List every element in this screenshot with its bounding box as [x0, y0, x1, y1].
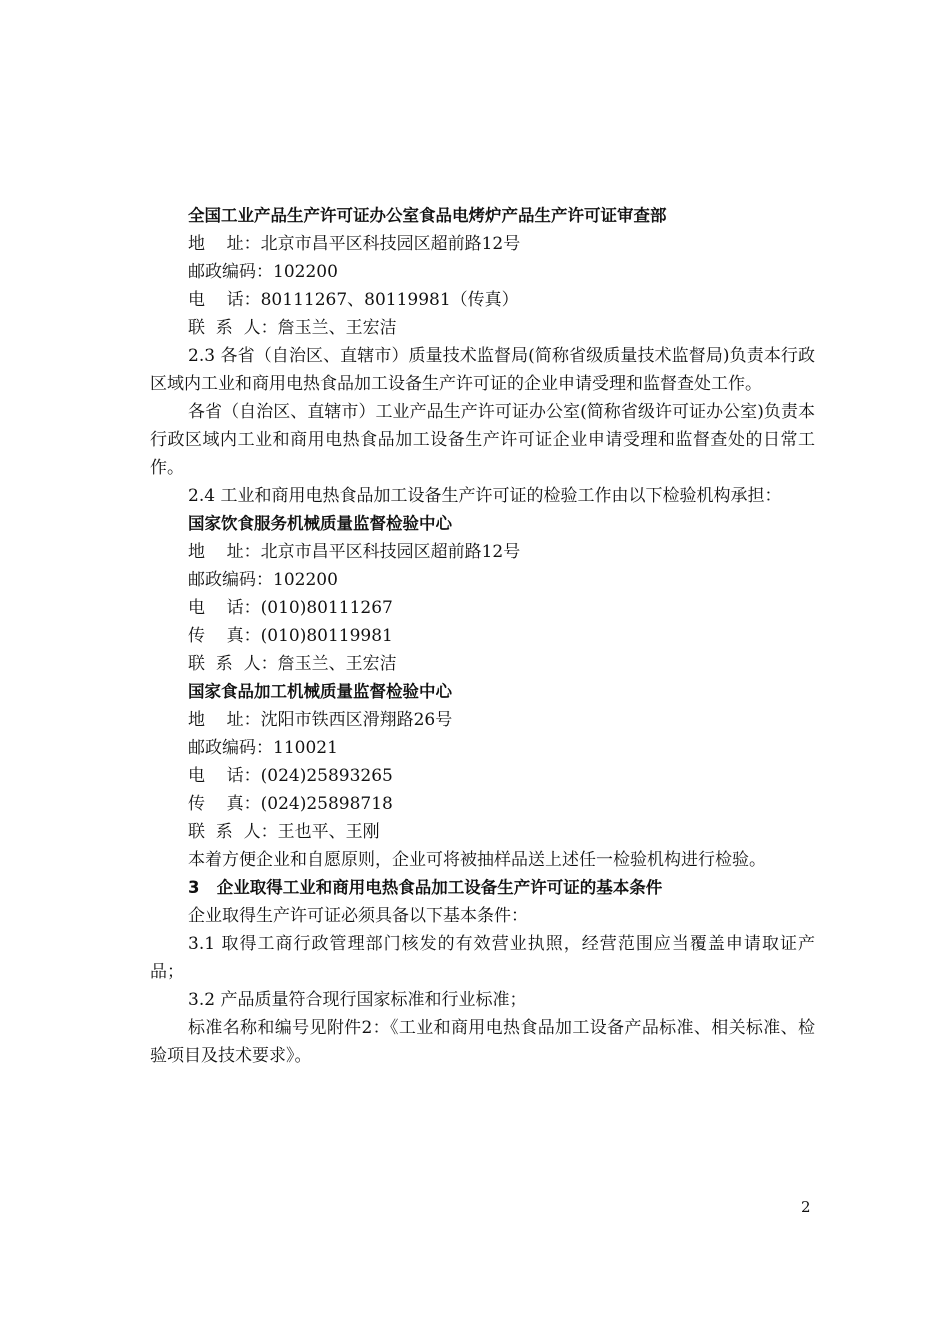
- center1-fax: 传 真：(010)80119981: [188, 626, 393, 646]
- center2-address: 地 址：沈阳市铁西区滑翔路26号: [188, 710, 453, 730]
- office-postcode: 邮政编码：102200: [188, 262, 338, 282]
- paragraph-2-4: 2.4 工业和商用电热食品加工设备生产许可证的检验工作由以下检验机构承担：: [188, 486, 782, 506]
- center1-title: 国家饮食服务机械质量监督检验中心: [188, 514, 452, 533]
- center1-address: 地 址：北京市昌平区科技园区超前路12号: [188, 542, 521, 562]
- center2-contact: 联 系 人：王也平、王刚: [188, 822, 380, 842]
- office-title: 全国工业产品生产许可证办公室食品电烤炉产品生产许可证审查部: [188, 206, 667, 225]
- section-3-heading: 3 企业取得工业和商用电热食品加工设备生产许可证的基本条件: [188, 878, 663, 897]
- center2-fax: 传 真：(024)25898718: [188, 794, 393, 814]
- office-address: 地 址：北京市昌平区科技园区超前路12号: [188, 234, 521, 254]
- paragraph-3-1: 3.1 取得工商行政管理部门核发的有效营业执照，经营范围应当覆盖申请取证产品；: [150, 934, 815, 982]
- center2-title: 国家食品加工机械质量监督检验中心: [188, 682, 452, 701]
- paragraph-2-3: 2.3 各省（自治区、直辖市）质量技术监督局(简称省级质量技术监督局)负责本行政区域内工业和商用电热食品加工设备生产许可证的企业申请受理和监督查处工作。: [150, 346, 815, 394]
- center2-phone: 电 话：(024)25893265: [188, 766, 393, 786]
- center1-phone: 电 话：(010)80111267: [188, 598, 393, 618]
- center1-postcode: 邮政编码：102200: [188, 570, 338, 590]
- paragraph-2-3b: 各省（自治区、直辖市）工业产品生产许可证办公室(简称省级许可证办公室)负责本行政区域内工业和商用电热食品加工设备生产许可证企业申请受理和监督查处的日常工作。: [150, 402, 815, 478]
- center1-contact: 联 系 人：詹玉兰、王宏洁: [188, 654, 397, 674]
- paragraph-principle: 本着方便企业和自愿原则，企业可将被抽样品送上述任一检验机构进行检验。: [188, 850, 766, 870]
- document-body: [150, 202, 815, 1070]
- paragraph-3-intro: 企业取得生产许可证必须具备以下基本条件：: [188, 906, 528, 926]
- office-contact: 联 系 人：詹玉兰、王宏洁: [188, 318, 397, 338]
- page-number: 2: [801, 1198, 811, 1216]
- office-phone: 电 话：80111267、80119981（传真）: [188, 290, 519, 310]
- paragraph-3-2: 3.2 产品质量符合现行国家标准和行业标准；: [188, 990, 527, 1010]
- center2-postcode: 邮政编码：110021: [188, 738, 338, 758]
- paragraph-3-2b: 标准名称和编号见附件2：《工业和商用电热食品加工设备产品标准、相关标准、检验项目及技术要求》。: [150, 1018, 815, 1066]
